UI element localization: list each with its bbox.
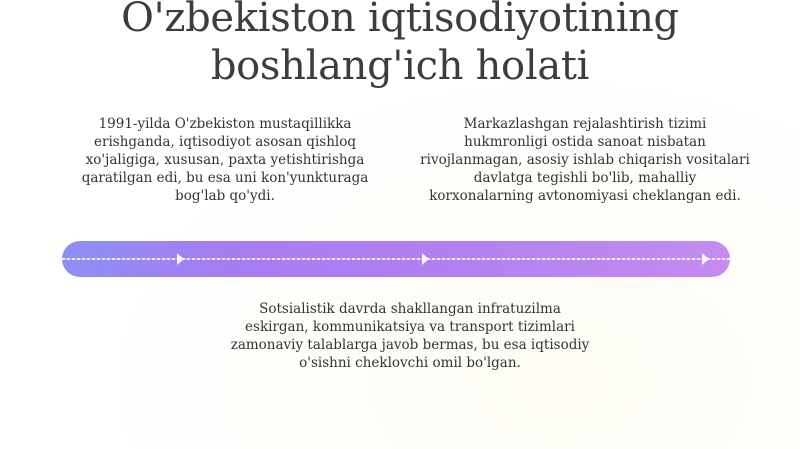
timeline-arrow-icon [422,253,429,265]
timeline-arrow-icon [702,253,709,265]
timeline-bar [62,241,730,277]
timeline-arrow-icon [177,253,184,265]
paragraph-left: 1991-yilda O'zbekiston mustaqillikka erishganda, iqtisodiyot asosan qishloq xo'jaligiga, xususan, paxta yetishtirishga qaratilgan edi, bu esa uni kon'yunkturaga bog'lab qo'ydi. [81,116,369,204]
paragraph-right: Markazlashgan rejalashtirish tizimi hukmronligi ostida sanoat nisbatan rivojlanmagan, asosiy ishlab chiqarish vositalari davlatga tegishli bo'lib, mahalliy korxonalarning avtonomiyasi cheklangan edi. [420,116,750,204]
timeline-line [62,258,730,260]
slide-title: O'zbekiston iqtisodiyotining boshlang'ich holati [121,0,679,89]
paragraph-bottom: Sotsialistik davrda shakllangan infratuzilma eskirgan, kommunikatsiya va transport tizimlari zamonaviy talablarga javob bermas, bu esa iqtisodiy o'sishni cheklovchi omil bo'lgan. [230,301,590,371]
